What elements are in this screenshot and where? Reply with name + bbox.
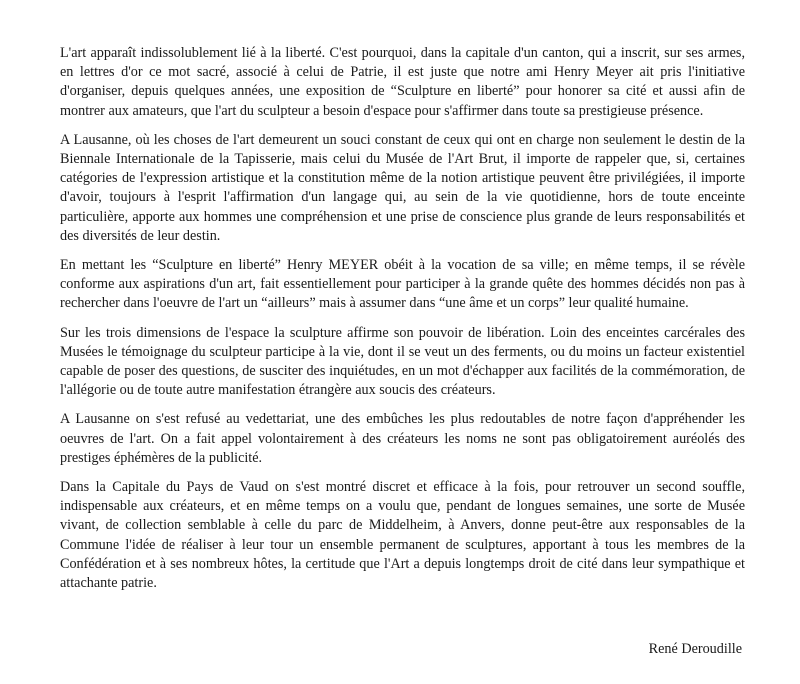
paragraph-5: A Lausanne on s'est refusé au vedettariat, une des embûches les plus redoutables de notre façon d'appréhender les oeuvres de l'art. On a fait appel volontairement à des créateurs les noms ne sont pas obligatoirement auréolés des prestiges éphémères de la publicité.: [60, 411, 745, 466]
paragraph-3: En mettant les “Sculpture en liberté” Henry MEYER obéit à la vocation de sa ville; en même temps, il se révèle conforme aux aspirations d'un art, fait essentiellement pour participer à la grande quête des hommes décidés non pas à rechercher dans l'oeuvre de l'art un “ailleurs” mais à assumer dans “une âme et un corps” leur qualité humaine.: [60, 257, 745, 312]
paragraph-6: Dans la Capitale du Pays de Vaud on s'est montré discret et efficace à la fois, pour retrouver un second souffle, indispensable aux créateurs, et en même temps on a voulu que, pendant de longues semaines, une sorte de Musée vivant, de collection semblable à celle du parc de Middelheim, à Anvers, donne peut-être aux responsables de la Commune l'idée de réaliser à leur tour un ensemble permanent de sculptures, apportant à tous les membres de la Confédération et à ses nombreux hôtes, la certitude que l'Art a depuis longtemps droit de cité dans leur sympathique et attachante patrie.: [60, 479, 745, 592]
author-signature: René Deroudille: [648, 641, 742, 657]
paragraph-2: A Lausanne, où les choses de l'art demeurent un souci constant de ceux qui ont en charge non seulement le destin de la Biennale Internationale de la Tapisserie, mais celui du Musée de l'Art Brut, il importe de rappeler que, si, certaines catégories de l'expression artistique et la constitution même de la notion artistique peuvent être privilégiées, il importe d'avoir, toujours à l'esprit l'affirmation d'un langage qui, au sein de la vie quotidienne, hors de toute enceinte particulière, apporte aux hommes une compréhension et une prise de conscience plus grande de leurs responsabilités et des diversités de leur destin.: [60, 131, 745, 244]
paragraph-4: Sur les trois dimensions de l'espace la sculpture affirme son pouvoir de libération. Loin des enceintes carcérales des Musées le témoignage du sculpteur participe à la vie, dont il se veut un des ferments, ou du moins un facteur existentiel capable de poser des questions, de susciter des inquiétudes, en un mot d'échapper aux facilités de la commémoration, de l'allégorie ou de toute autre manifestation étrangère aux soucis des créateurs.: [60, 324, 745, 399]
paragraph-1: L'art apparaît indissolublement lié à la liberté. C'est pourquoi, dans la capitale d'un canton, qui a inscrit, sur ses armes, en lettres d'or ce mot sacré, associé à celui de Patrie, il est juste que notre ami Henry Meyer ait pris l'initiative d'organiser, depuis quelques années, une exposition de “Sculpture en liberté” pour honorer sa cité et aussi afin de montrer aux amateurs, que l'art du sculpteur a besoin d'espace pour s'affirmer dans toute sa prestigieuse présence.: [60, 45, 745, 119]
document-body: [60, 44, 745, 603]
